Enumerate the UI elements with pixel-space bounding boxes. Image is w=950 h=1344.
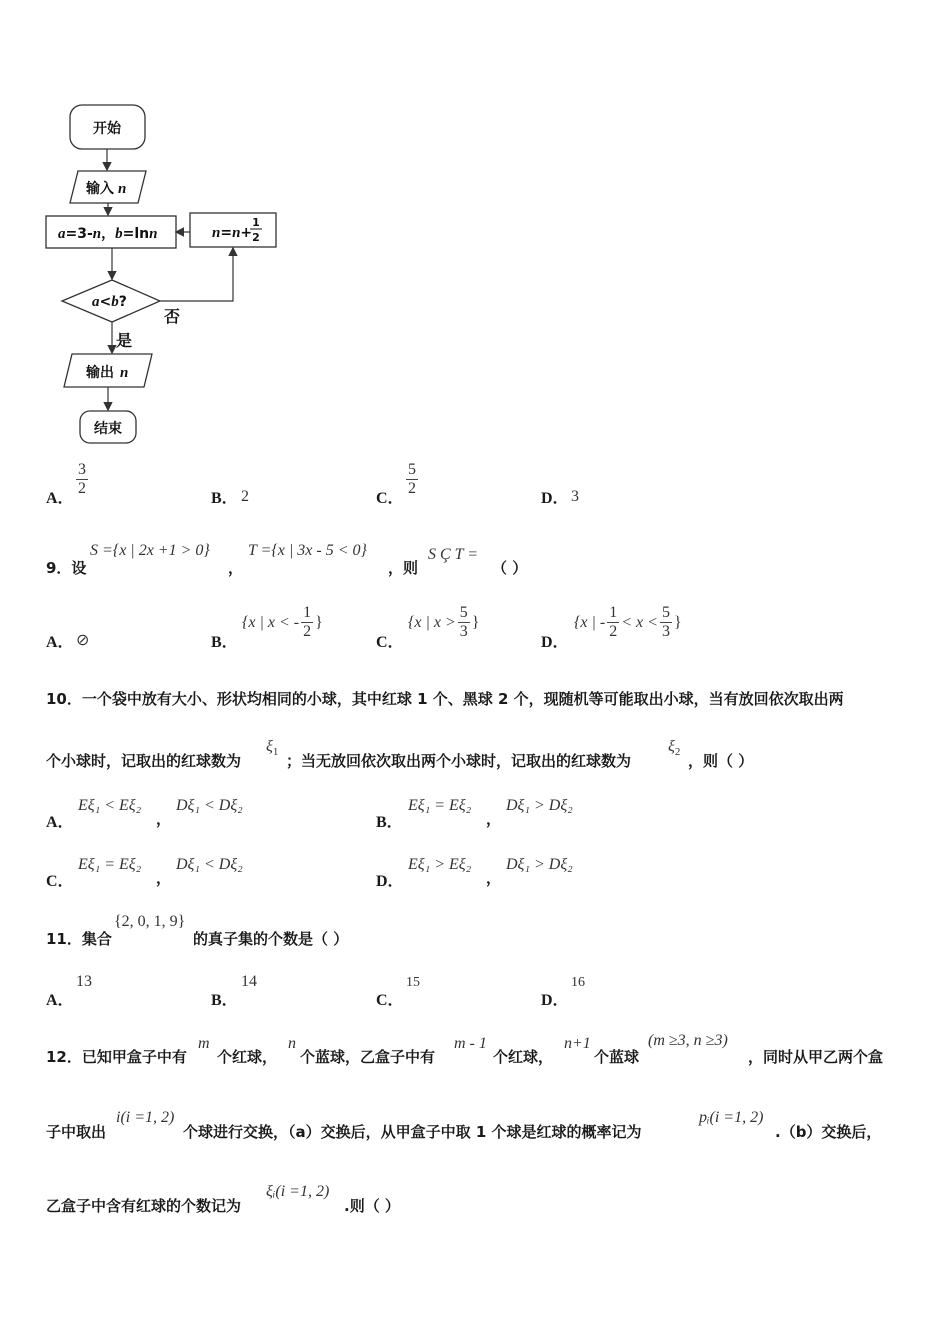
q9-option-d-value: {x | - $\frac{1}{2}$ < x < $\frac{5}{3}$ }: [574, 604, 682, 640]
q8-option-b-label: B．: [211, 490, 238, 507]
q10-option-c-comma: ，: [156, 869, 172, 887]
start-label: 开始: [93, 121, 121, 137]
q8-option-d-label: D．: [541, 490, 569, 507]
q12-p1: 12．已知甲盒子中有: [46, 1048, 187, 1066]
q9-comma: ，: [228, 559, 244, 577]
q12-p8: 个球进行交换，（a）交换后，从甲盒子中取 1 个球是红球的概率记为: [183, 1123, 642, 1141]
q10-option-d-d: Dξ₁ > Dξ₂: [506, 856, 573, 873]
q12-p4: 个红球，: [493, 1048, 554, 1066]
q9-option-c-label: C．: [376, 634, 404, 651]
q12-p9: .（b）交换后，: [775, 1123, 882, 1141]
q10-option-c-label: C．: [46, 873, 74, 890]
q10-option-c-d: Dξ₁ < Dξ₂: [176, 856, 243, 873]
q10-option-b-d: Dξ₁ > Dξ₂: [506, 797, 573, 814]
q9-option-b-value: {x | x < - $\frac{1}{2}$ }: [242, 604, 323, 640]
q9-paren: （ ）: [492, 559, 528, 577]
q12-p6: ，同时从甲乙两个盒: [748, 1048, 884, 1066]
q9-then: ，则: [388, 559, 419, 577]
flowchart: [40, 95, 300, 455]
q9-option-b-label: B．: [211, 634, 238, 651]
q12-p3: 个蓝球，乙盒子中有: [300, 1048, 436, 1066]
q8-option-b-value: 2: [241, 488, 249, 505]
q12-p5: 个蓝球: [594, 1048, 640, 1066]
q10-option-b-e: Eξ₁ = Eξ₂: [408, 797, 472, 814]
q12-p-expr: pᵢ(i =1, 2): [699, 1109, 764, 1126]
q12-cond: (m ≥3, n ≥3): [648, 1032, 728, 1049]
q12-p2: 个红球，: [217, 1048, 278, 1066]
q9-option-a-label: A．: [46, 634, 74, 651]
q8-option-d-value: 3: [571, 488, 579, 505]
q9-expr: S Ç T =: [428, 546, 479, 563]
q11-option-a-label: A．: [46, 992, 74, 1009]
q12-xi-expr: ξᵢ(i =1, 2): [266, 1183, 330, 1200]
q11-number: 11．集合: [46, 930, 112, 948]
q10-xi2: $\xi_2$: [668, 738, 681, 758]
q9-set-s: S ={x | 2x +1 > 0}: [90, 542, 210, 559]
q10-xi1: $\xi_1$: [266, 738, 279, 758]
q12-p11: .则（ ）: [344, 1197, 400, 1215]
q10-option-a-label: A．: [46, 814, 74, 831]
q12-p10: 乙盒子中含有红球的个数记为: [46, 1197, 242, 1215]
q10-option-d-comma: ，: [486, 869, 502, 887]
output-var: n: [120, 365, 129, 381]
q10-line2-b: ；当无放回依次取出两个小球时，记取出的红球数为: [286, 752, 632, 770]
q11-option-d-value: 16: [571, 975, 585, 990]
q10-line1: 10．一个袋中放有大小、形状均相同的小球，其中红球 1 个、黑球 2 个，现随机等可能取出小球，当有放回依次取出两: [46, 690, 844, 708]
q8-option-c-value: $\frac{5}{2}$: [408, 461, 416, 497]
input-var: n: [118, 181, 127, 197]
q12-m: m: [198, 1035, 210, 1052]
q12-m1: m - 1: [454, 1035, 487, 1052]
q8-option-a-value: $\frac{3}{2}$: [78, 461, 86, 497]
q8-option-c-label: C．: [376, 490, 404, 507]
q12-n: n: [288, 1035, 296, 1052]
q11-option-c-label: C．: [376, 992, 404, 1009]
q9-option-d-label: D．: [541, 634, 569, 651]
q10-option-d-label: D．: [376, 873, 404, 890]
input-label: 输入: [86, 181, 114, 197]
q12-i-expr: i(i =1, 2): [116, 1109, 175, 1126]
end-label: 结束: [94, 421, 122, 437]
q10-line2-c: ，则（ ）: [688, 752, 754, 770]
q11-option-b-value: 14: [241, 973, 257, 990]
q9-set-t: T ={x | 3x - 5 < 0}: [248, 542, 367, 559]
q10-option-d-e: Eξ₁ > Eξ₂: [408, 856, 472, 873]
q10-line2-a: 个小球时，记取出的红球数为: [46, 752, 242, 770]
q9-option-c-value: {x | x > $\frac{5}{3}$ }: [408, 604, 480, 640]
update-text: n=n+: [212, 225, 253, 241]
q11-set: {2, 0, 1, 9}: [114, 913, 186, 930]
decision-text: a<b?: [92, 294, 127, 310]
q11-rest: 的真子集的个数是（ ）: [193, 930, 349, 948]
q10-option-b-label: B．: [376, 814, 403, 831]
no-label: 否: [164, 307, 181, 326]
q9-number: 9．设: [46, 559, 87, 577]
update-frac-den: 2: [252, 231, 260, 244]
yes-label: 是: [116, 331, 133, 350]
q8-option-a-label: A．: [46, 490, 74, 507]
q12-p7: 子中取出: [46, 1123, 107, 1141]
q10-option-a-e: Eξ₁ < Eξ₂: [78, 797, 142, 814]
q10-option-a-comma: ，: [156, 810, 172, 828]
q10-option-b-comma: ，: [486, 810, 502, 828]
q11-option-b-label: B．: [211, 992, 238, 1009]
q11-option-d-label: D．: [541, 992, 569, 1009]
update-frac-num: 1: [252, 216, 260, 229]
q12-n1: n+1: [564, 1035, 591, 1052]
q9-option-a-value: ⊘: [76, 632, 90, 649]
q10-option-c-e: Eξ₁ = Eξ₂: [78, 856, 142, 873]
q10-option-a-d: Dξ₁ < Dξ₂: [176, 797, 243, 814]
q11-option-c-value: 15: [406, 975, 420, 990]
q11-option-a-value: 13: [76, 973, 92, 990]
output-label: 输出: [86, 365, 114, 381]
assign-text: a=3-n，b=lnn: [58, 226, 158, 242]
